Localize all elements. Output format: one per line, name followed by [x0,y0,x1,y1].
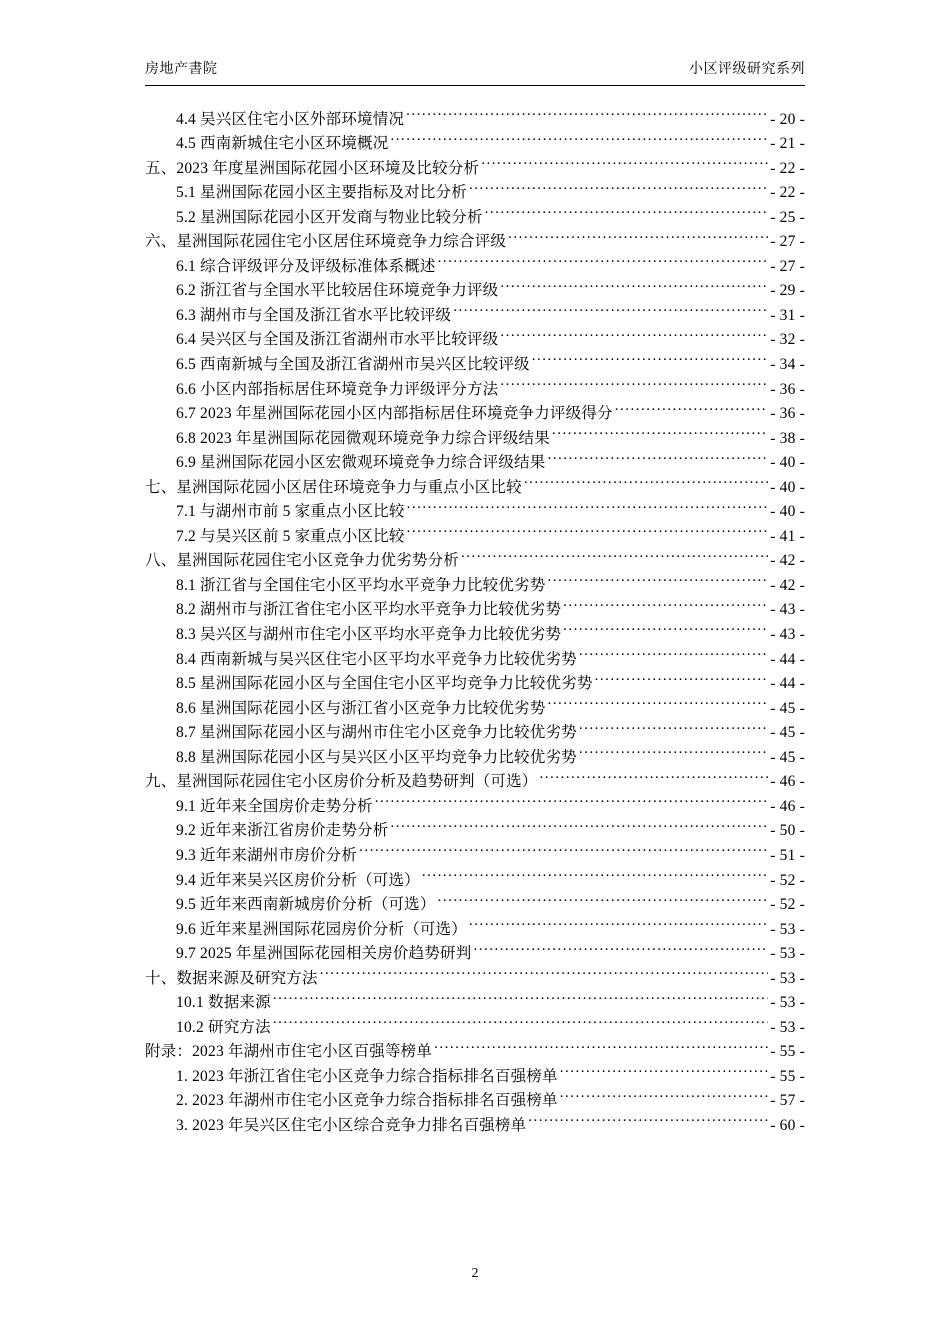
toc-entry-page: - 38 - [770,429,805,447]
page-header [145,58,805,86]
header-right-text: 小区评级研究系列 [689,60,805,76]
toc-leader-dots [453,295,768,320]
toc-entry-page: - 46 - [770,773,805,791]
toc-leader-dots [579,639,768,664]
toc-entry-page: - 20 - [770,110,805,128]
toc-entry-page: - 45 - [770,699,805,717]
toc-entry-page: - 36 - [770,380,805,398]
toc-leader-dots [320,958,769,983]
toc-entry-label: 7.1 与湖州市前 5 家重点小区比较 [176,503,405,521]
toc-entry-label: 9.5 近年来西南新城房价分析（可选） [176,896,436,914]
toc-entry-page: - 34 - [770,356,805,374]
page-number: 2 [471,1266,479,1281]
toc-leader-dots [547,443,768,468]
toc-leader-dots [560,1056,769,1081]
toc-leader-dots [528,1105,768,1130]
toc-entry-label: 七、星洲国际花园小区居住环境竞争力与重点小区比较 [145,478,522,496]
toc-entry-label: 8.8 星洲国际花园小区与吴兴区小区平均竞争力比较优劣势 [176,748,577,766]
toc-entry-page: - 25 - [770,208,805,226]
toc-entry-page: - 53 - [770,969,805,987]
toc-entry-page: - 53 - [770,920,805,938]
toc-leader-dots [615,394,768,419]
toc-leader-dots [359,835,768,860]
toc-entry-label: 附录：2023 年湖州市住宅小区百强等榜单 [145,1043,433,1061]
toc-leader-dots [406,99,768,124]
toc-entry-page: - 40 - [770,503,805,521]
toc-entry-label: 九、星洲国际花园住宅小区房价分析及趋势研判（可选） [145,773,538,791]
toc-entry-label: 8.7 星洲国际花园小区与湖州市住宅小区竞争力比较优劣势 [176,724,577,742]
toc-entry-label: 8.6 星洲国际花园小区与浙江省小区竞争力比较优劣势 [176,699,546,717]
toc-entry-label: 9.1 近年来全国房价走势分析 [176,797,373,815]
toc-entry-label: 4.4 吴兴区住宅小区外部环境情况 [176,110,405,128]
toc-leader-dots [563,614,768,639]
toc-leader-dots [273,983,768,1008]
toc-entry-label: 9.4 近年来吴兴区房价分析（可选） [176,871,420,889]
toc-entry-page: - 31 - [770,306,805,324]
toc-leader-dots [390,811,768,836]
toc-entry-label: 8.5 星洲国际花园小区与全国住宅小区平均竞争力比较优劣势 [176,675,593,693]
toc-entry-label: 6.5 西南新城与全国及浙江省湖州市吴兴区比较评级 [176,356,530,374]
toc-entry-page: - 44 - [770,650,805,668]
toc-entry-page: - 40 - [770,478,805,496]
header-left-text: 房地产書院 [145,60,218,76]
toc-entry-page: - 42 - [770,576,805,594]
toc-leader-dots [434,1032,768,1057]
toc-entry-label: 8.2 湖州市与浙江省住宅小区平均水平竞争力比较优劣势 [176,601,562,619]
toc-leader-dots [540,762,769,787]
toc-entry-page: - 42 - [770,552,805,570]
toc-entry-label: 5.2 星洲国际花园小区开发商与物业比较分析 [176,208,483,226]
toc-leader-dots [500,271,768,296]
toc-entry-page: - 53 - [770,945,805,963]
toc-leader-dots [547,688,768,713]
toc-entry-page: - 27 - [770,257,805,275]
toc-entry-page: - 36 - [770,405,805,423]
toc-entry-page: - 45 - [770,748,805,766]
toc-leader-dots [473,934,768,959]
toc-entry-label: 6.2 浙江省与全国水平比较居住环境竞争力评级 [176,282,499,300]
toc-entry-page: - 41 - [770,527,805,545]
toc-leader-dots [469,173,768,198]
toc-leader-dots [422,860,768,885]
toc-leader-dots [438,246,769,271]
toc-entry-label: 1. 2023 年浙江省住宅小区竞争力综合指标排名百强榜单 [176,1067,558,1085]
toc-leader-dots [508,222,768,247]
toc-entry-label: 10.2 研究方法 [176,1018,271,1036]
toc-entry-page: - 60 - [770,1116,805,1134]
toc-entry-label: 10.1 数据来源 [176,994,271,1012]
toc-entry-page: - 44 - [770,675,805,693]
toc-leader-dots [532,344,768,369]
toc-leader-dots [485,197,769,222]
toc-entry-label: 八、星洲国际花园住宅小区竞争力优劣势分析 [145,552,460,570]
toc-entry-page: - 55 - [770,1043,805,1061]
toc-entry-label: 6.6 小区内部指标居住环境竞争力评级评分方法 [176,380,499,398]
toc-entry-label: 9.3 近年来湖州市房价分析 [176,846,358,864]
toc-leader-dots [438,885,769,910]
toc-leader-dots [500,320,768,345]
toc-entry-page: - 51 - [770,846,805,864]
toc-leader-dots [375,786,768,811]
toc-entry[interactable] [145,99,805,128]
toc-entry-label: 6.1 综合评级评分及评级标准体系概述 [176,257,436,275]
toc-entry-label: 9.6 近年来星洲国际花园房价分析（可选） [176,920,467,938]
toc-leader-dots [273,1007,768,1032]
toc-entry-page: - 57 - [770,1092,805,1110]
toc-entry-page: - 43 - [770,626,805,644]
toc-entry-page: - 45 - [770,724,805,742]
toc-entry-page: - 21 - [770,135,805,153]
toc-entry-page: - 52 - [770,871,805,889]
toc-entry-label: 十、数据来源及研究方法 [145,969,318,987]
toc-entry-page: - 46 - [770,797,805,815]
toc-entry-label: 8.4 西南新城与吴兴区住宅小区平均水平竞争力比较优劣势 [176,650,577,668]
toc-leader-dots [579,713,768,738]
toc-leader-dots [547,565,768,590]
toc-entry-page: - 53 - [770,1018,805,1036]
page-footer [0,1266,950,1282]
toc-entry-page: - 53 - [770,994,805,1012]
toc-entry-label: 六、星洲国际花园住宅小区居住环境竞争力综合评级 [145,233,507,251]
toc-entry-label: 7.2 与吴兴区前 5 家重点小区比较 [176,527,405,545]
toc-leader-dots [461,541,768,566]
toc-leader-dots [407,492,769,517]
toc-entry-page: - 27 - [770,233,805,251]
toc-leader-dots [560,1081,769,1106]
toc-leader-dots [390,124,768,149]
toc-entry-label: 6.4 吴兴区与全国及浙江省湖州市水平比较评级 [176,331,499,349]
toc-entry-label: 6.3 湖州市与全国及浙江省水平比较评级 [176,306,452,324]
toc-entry-label: 五、2023 年度星洲国际花园小区环境及比较分析 [145,159,480,177]
toc-entry-label: 6.8 2023 年星洲国际花园微观环境竞争力综合评级结果 [176,429,550,447]
toc-leader-dots [595,664,769,689]
toc-entry-page: - 40 - [770,454,805,472]
toc-entry-label: 6.7 2023 年星洲国际花园小区内部指标居住环境竞争力评级得分 [176,405,613,423]
toc-leader-dots [481,148,768,173]
toc-entry-page: - 29 - [770,282,805,300]
toc-leader-dots [407,516,769,541]
toc-entry-page: - 43 - [770,601,805,619]
toc-entry-label: 9.2 近年来浙江省房价走势分析 [176,822,389,840]
toc-entry-label: 8.3 吴兴区与湖州市住宅小区平均水平竞争力比较优劣势 [176,626,562,644]
toc-entry-label: 9.7 2025 年星洲国际花园相关房价趋势研判 [176,945,472,963]
toc-leader-dots [579,737,768,762]
toc-entry-label: 2. 2023 年湖州市住宅小区竞争力综合指标排名百强榜单 [176,1092,558,1110]
toc-entry-page: - 22 - [770,159,805,177]
toc-leader-dots [469,909,768,934]
table-of-contents [145,99,805,1134]
toc-entry-label: 3. 2023 年吴兴区住宅小区综合竞争力排名百强榜单 [176,1116,527,1134]
toc-leader-dots [524,467,768,492]
toc-leader-dots [500,369,768,394]
toc-entry-page: - 55 - [770,1067,805,1085]
toc-leader-dots [552,418,768,443]
toc-entry-label: 5.1 星洲国际花园小区主要指标及对比分析 [176,184,467,202]
toc-entry-page: - 32 - [770,331,805,349]
toc-entry-label: 8.1 浙江省与全国住宅小区平均水平竞争力比较优劣势 [176,576,546,594]
toc-leader-dots [563,590,768,615]
toc-entry-page: - 52 - [770,896,805,914]
toc-entry-label: 4.5 西南新城住宅小区环境概况 [176,135,389,153]
toc-entry-label: 6.9 星洲国际花园小区宏微观环境竞争力综合评级结果 [176,454,546,472]
toc-entry-page: - 50 - [770,822,805,840]
toc-entry-page: - 22 - [770,184,805,202]
